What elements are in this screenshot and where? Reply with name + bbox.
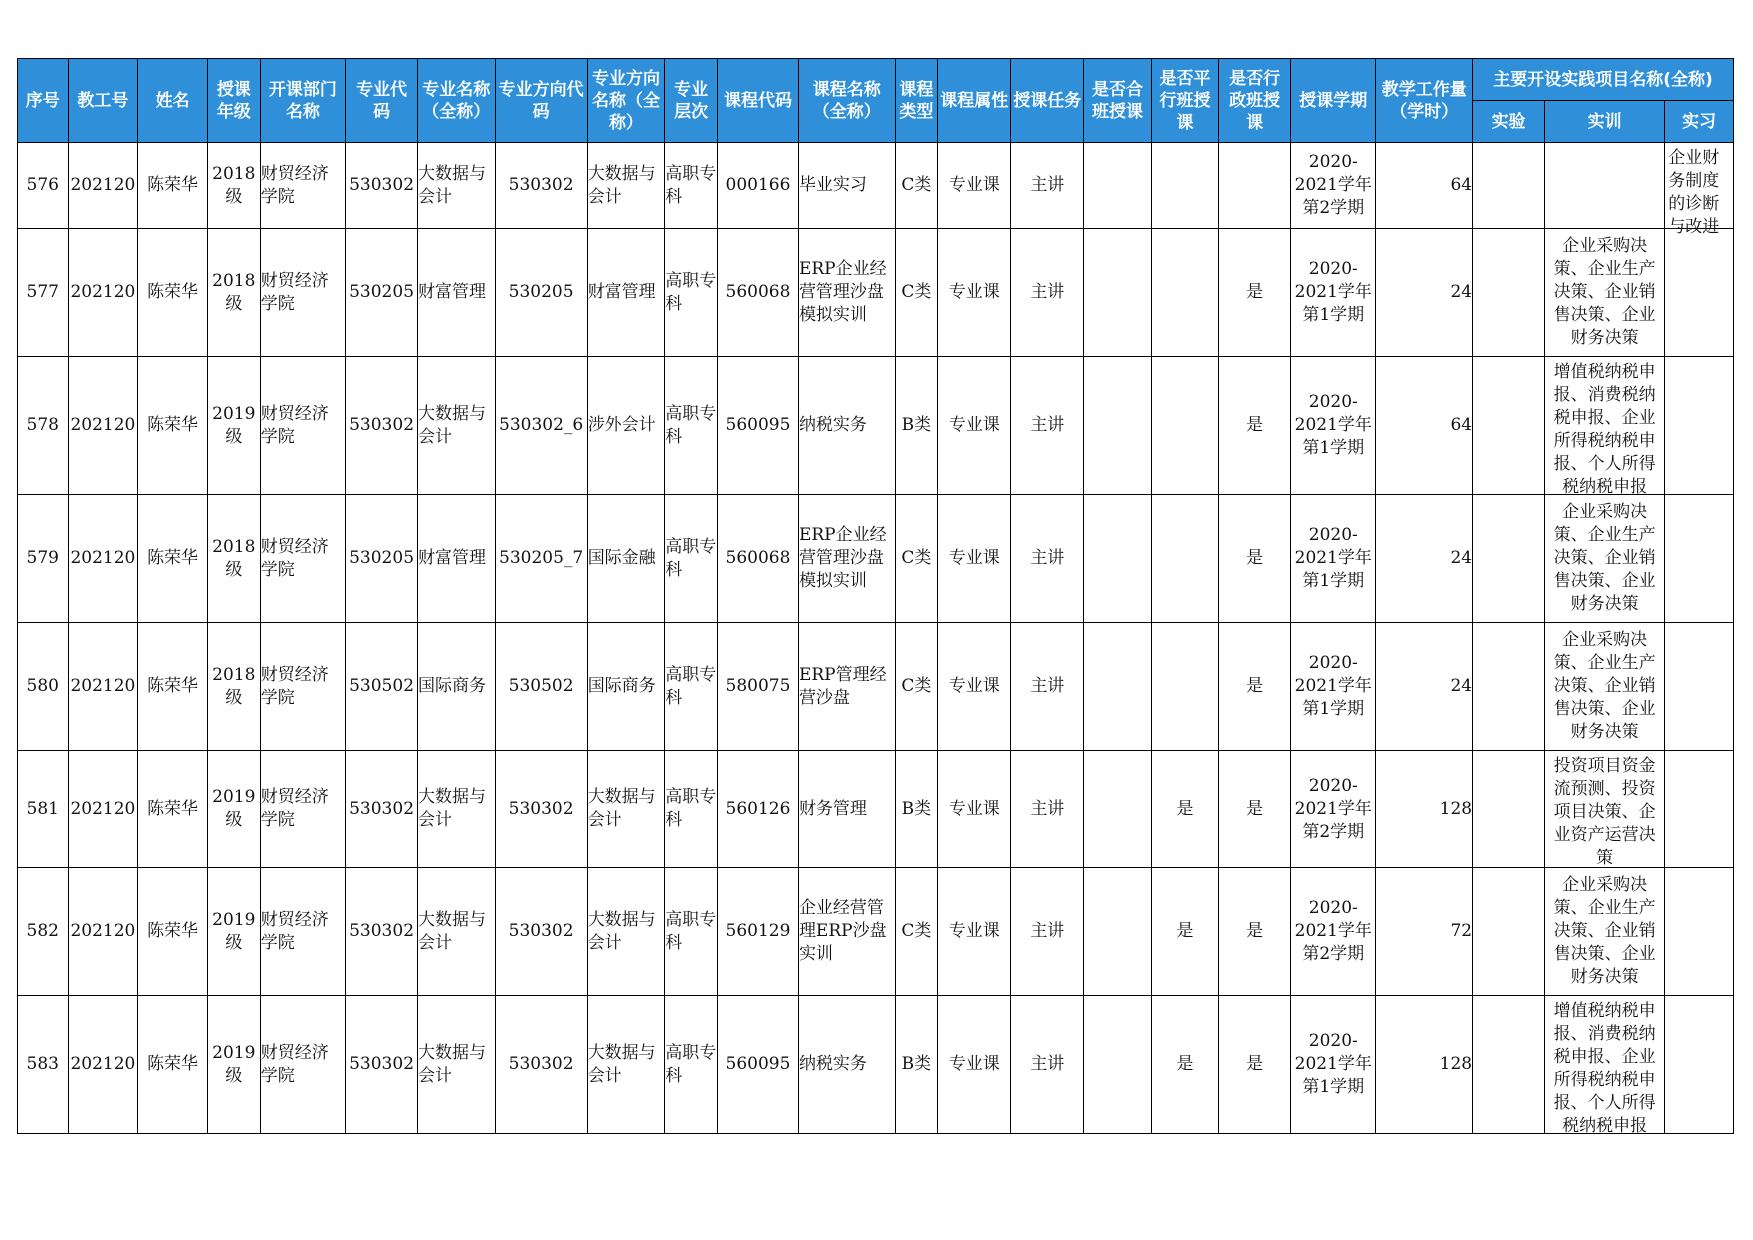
cell-major-code: 530302 — [346, 996, 418, 1134]
cell-seq: 579 — [18, 495, 69, 623]
cell-experiment — [1473, 996, 1545, 1134]
table-row — [18, 623, 1734, 751]
cell-seq: 578 — [18, 357, 69, 495]
cell-admin-class: 是 — [1219, 495, 1291, 623]
cell-course-code: 560095 — [718, 357, 799, 495]
cell-task: 主讲 — [1011, 996, 1084, 1134]
cell-major-name: 财富管理 — [418, 495, 496, 623]
header-course-attr: 课程属性 — [938, 59, 1011, 143]
cell-internship — [1665, 143, 1734, 237]
cell-direction-code: 530302 — [495, 751, 587, 868]
cell-task: 主讲 — [1011, 143, 1084, 229]
cell-internship — [1665, 868, 1734, 996]
cell-term: 2020-2021学年第1学期 — [1291, 495, 1376, 623]
cell-task: 主讲 — [1011, 229, 1084, 357]
cell-term: 2020-2021学年第2学期 — [1291, 143, 1376, 229]
cell-staff-id: 202120 — [68, 357, 138, 495]
cell-course-attr: 专业课 — [938, 623, 1011, 751]
cell-task: 主讲 — [1011, 751, 1084, 868]
cell-admin-class: 是 — [1219, 868, 1291, 996]
cell-course-type: C类 — [895, 495, 938, 623]
cell-internship — [1665, 229, 1734, 357]
cell-merged-class — [1084, 229, 1151, 357]
cell-merged-class — [1084, 751, 1151, 868]
cell-task: 主讲 — [1011, 623, 1084, 751]
cell-parallel-class — [1151, 143, 1218, 229]
header-parallel-class: 是否平行班授课 — [1151, 59, 1218, 143]
cell-dept: 财贸经济学院 — [260, 143, 345, 229]
cell-major-name: 大数据与会计 — [418, 751, 496, 868]
cell-term: 2020-2021学年第2学期 — [1291, 751, 1376, 868]
cell-dept: 财贸经济学院 — [260, 868, 345, 996]
cell-merged-class — [1084, 623, 1151, 751]
header-major-code: 专业代码 — [346, 59, 418, 143]
cell-course-name: ERP企业经营管理沙盘模拟实训 — [798, 229, 895, 357]
cell-workload: 24 — [1376, 229, 1473, 357]
cell-course-type: C类 — [895, 623, 938, 751]
cell-direction-name: 大数据与会计 — [587, 143, 665, 229]
table-row — [18, 751, 1734, 868]
cell-seq: 582 — [18, 868, 69, 996]
cell-level: 高职专科 — [665, 868, 718, 996]
cell-direction-name: 国际金融 — [587, 495, 665, 623]
header-course-code: 课程代码 — [718, 59, 799, 143]
cell-dept: 财贸经济学院 — [260, 751, 345, 868]
cell-level: 高职专科 — [665, 996, 718, 1134]
cell-training-text: 企业采购决策、企业生产决策、企业销售决策、企业财务决策 — [1553, 630, 1656, 742]
cell-merged-class — [1084, 868, 1151, 996]
cell-course-attr: 专业课 — [938, 357, 1011, 495]
cell-major-name: 大数据与会计 — [418, 357, 496, 495]
cell-course-attr: 专业课 — [938, 868, 1011, 996]
cell-name: 陈荣华 — [138, 143, 208, 229]
cell-training — [1545, 751, 1665, 868]
cell-course-code: 000166 — [718, 143, 799, 229]
cell-staff-id: 202120 — [68, 751, 138, 868]
cell-workload: 128 — [1376, 751, 1473, 868]
cell-course-name: 财务管理 — [798, 751, 895, 868]
cell-course-name: 纳税实务 — [798, 996, 895, 1134]
cell-course-attr: 专业课 — [938, 996, 1011, 1134]
cell-direction-code: 530502 — [495, 623, 587, 751]
teaching-record-table — [17, 58, 1734, 1134]
cell-course-name: ERP管理经营沙盘 — [798, 623, 895, 751]
cell-name: 陈荣华 — [138, 996, 208, 1134]
cell-direction-code: 530302_6 — [495, 357, 587, 495]
cell-course-attr: 专业课 — [938, 495, 1011, 623]
cell-staff-id: 202120 — [68, 623, 138, 751]
header-dept: 开课部门名称 — [260, 59, 345, 143]
table-row — [18, 868, 1734, 996]
cell-dept: 财贸经济学院 — [260, 229, 345, 357]
header-grade: 授课年级 — [207, 59, 260, 143]
cell-direction-code: 530205 — [495, 229, 587, 357]
cell-experiment — [1473, 495, 1545, 623]
table-row — [18, 357, 1734, 495]
cell-merged-class — [1084, 495, 1151, 623]
cell-course-type: C类 — [895, 868, 938, 996]
table-row — [18, 996, 1734, 1134]
cell-level: 高职专科 — [665, 623, 718, 751]
cell-internship — [1665, 751, 1734, 868]
cell-grade: 2018级 — [207, 623, 260, 751]
cell-course-attr: 专业课 — [938, 143, 1011, 229]
cell-grade: 2019级 — [207, 996, 260, 1134]
cell-dept: 财贸经济学院 — [260, 357, 345, 495]
header-practice-group: 主要开设实践项目名称(全称) — [1473, 59, 1734, 101]
cell-direction-name: 大数据与会计 — [587, 868, 665, 996]
cell-task: 主讲 — [1011, 495, 1084, 623]
cell-training — [1545, 495, 1665, 623]
cell-workload: 24 — [1376, 495, 1473, 623]
cell-course-code: 560068 — [718, 495, 799, 623]
cell-major-name: 大数据与会计 — [418, 996, 496, 1134]
cell-parallel-class — [1151, 229, 1218, 357]
cell-course-name: 毕业实习 — [798, 143, 895, 229]
cell-internship-text: 企业财务制度的诊断与改进 — [1668, 147, 1720, 237]
cell-course-code: 560095 — [718, 996, 799, 1134]
cell-parallel-class: 是 — [1151, 751, 1218, 868]
cell-training — [1545, 868, 1665, 996]
cell-major-name: 大数据与会计 — [418, 143, 496, 229]
cell-seq: 583 — [18, 996, 69, 1134]
cell-parallel-class: 是 — [1151, 996, 1218, 1134]
cell-workload: 64 — [1376, 143, 1473, 229]
cell-term: 2020-2021学年第1学期 — [1291, 996, 1376, 1134]
header-training: 实训 — [1545, 101, 1665, 143]
cell-course-attr: 专业课 — [938, 751, 1011, 868]
cell-name: 陈荣华 — [138, 623, 208, 751]
cell-course-code: 560068 — [718, 229, 799, 357]
cell-staff-id: 202120 — [68, 495, 138, 623]
cell-direction-code: 530205_7 — [495, 495, 587, 623]
cell-admin-class: 是 — [1219, 229, 1291, 357]
cell-course-name: ERP企业经营管理沙盘模拟实训 — [798, 495, 895, 623]
cell-major-code: 530205 — [346, 495, 418, 623]
header-course-type: 课程类型 — [895, 59, 938, 143]
cell-course-type: B类 — [895, 751, 938, 868]
cell-level: 高职专科 — [665, 495, 718, 623]
cell-term: 2020-2021学年第2学期 — [1291, 868, 1376, 996]
cell-internship — [1665, 996, 1734, 1134]
cell-grade: 2018级 — [207, 143, 260, 229]
cell-seq: 576 — [18, 143, 69, 229]
header-admin-class: 是否行政班授课 — [1219, 59, 1291, 143]
cell-training-text: 企业采购决策、企业生产决策、企业销售决策、企业财务决策 — [1553, 502, 1656, 614]
cell-major-code: 530302 — [346, 751, 418, 868]
cell-parallel-class — [1151, 495, 1218, 623]
cell-seq: 581 — [18, 751, 69, 868]
header-direction-code: 专业方向代码 — [495, 59, 587, 143]
header-task: 授课任务 — [1011, 59, 1084, 143]
cell-parallel-class: 是 — [1151, 868, 1218, 996]
cell-course-attr: 专业课 — [938, 229, 1011, 357]
cell-major-name: 财富管理 — [418, 229, 496, 357]
cell-merged-class — [1084, 996, 1151, 1134]
cell-course-code: 560126 — [718, 751, 799, 868]
cell-internship — [1665, 357, 1734, 495]
cell-experiment — [1473, 229, 1545, 357]
cell-term: 2020-2021学年第1学期 — [1291, 229, 1376, 357]
cell-major-name: 国际商务 — [418, 623, 496, 751]
cell-training — [1545, 996, 1665, 1134]
header-direction-name: 专业方向名称（全称） — [587, 59, 665, 143]
cell-major-code: 530502 — [346, 623, 418, 751]
cell-staff-id: 202120 — [68, 996, 138, 1134]
cell-admin-class: 是 — [1219, 751, 1291, 868]
cell-name: 陈荣华 — [138, 751, 208, 868]
cell-experiment — [1473, 357, 1545, 495]
cell-level: 高职专科 — [665, 751, 718, 868]
cell-term: 2020-2021学年第1学期 — [1291, 357, 1376, 495]
cell-name: 陈荣华 — [138, 495, 208, 623]
cell-workload: 128 — [1376, 996, 1473, 1134]
cell-level: 高职专科 — [665, 357, 718, 495]
cell-grade: 2019级 — [207, 751, 260, 868]
cell-grade: 2019级 — [207, 868, 260, 996]
cell-direction-code: 530302 — [495, 143, 587, 229]
cell-workload: 64 — [1376, 357, 1473, 495]
cell-training — [1545, 143, 1665, 229]
cell-task: 主讲 — [1011, 868, 1084, 996]
cell-internship — [1665, 623, 1734, 751]
cell-name: 陈荣华 — [138, 357, 208, 495]
cell-course-name: 纳税实务 — [798, 357, 895, 495]
table-header — [18, 59, 1734, 143]
cell-major-code: 530302 — [346, 143, 418, 229]
header-course-name: 课程名称（全称） — [798, 59, 895, 143]
cell-training-text: 增值税纳税申报、消费税纳税申报、企业所得税纳税申报、个人所得税纳税申报 — [1553, 361, 1656, 497]
cell-parallel-class — [1151, 357, 1218, 495]
cell-grade: 2018级 — [207, 495, 260, 623]
cell-direction-name: 大数据与会计 — [587, 751, 665, 868]
header-level: 专业层次 — [665, 59, 718, 143]
cell-training — [1545, 357, 1665, 495]
cell-major-name: 大数据与会计 — [418, 868, 496, 996]
cell-direction-name: 国际商务 — [587, 623, 665, 751]
cell-admin-class: 是 — [1219, 623, 1291, 751]
cell-direction-name: 大数据与会计 — [587, 996, 665, 1134]
cell-name: 陈荣华 — [138, 229, 208, 357]
table-body — [18, 143, 1734, 1134]
cell-dept: 财贸经济学院 — [260, 623, 345, 751]
cell-major-code: 530302 — [346, 868, 418, 996]
cell-major-code: 530302 — [346, 357, 418, 495]
cell-experiment — [1473, 623, 1545, 751]
cell-training — [1545, 623, 1665, 751]
header-seq: 序号 — [18, 59, 69, 143]
cell-course-code: 560129 — [718, 868, 799, 996]
cell-workload: 24 — [1376, 623, 1473, 751]
cell-staff-id: 202120 — [68, 229, 138, 357]
cell-course-type: C类 — [895, 229, 938, 357]
table-row — [18, 229, 1734, 357]
cell-major-code: 530205 — [346, 229, 418, 357]
cell-workload: 72 — [1376, 868, 1473, 996]
header-term: 授课学期 — [1291, 59, 1376, 143]
cell-grade: 2018级 — [207, 229, 260, 357]
cell-experiment — [1473, 143, 1545, 229]
cell-parallel-class — [1151, 623, 1218, 751]
cell-seq: 577 — [18, 229, 69, 357]
table-row — [18, 495, 1734, 623]
cell-direction-name: 财富管理 — [587, 229, 665, 357]
cell-admin-class — [1219, 143, 1291, 229]
cell-internship — [1665, 495, 1734, 623]
header-workload: 教学工作量（学时） — [1376, 59, 1473, 143]
cell-course-code: 580075 — [718, 623, 799, 751]
cell-training-text: 企业采购决策、企业生产决策、企业销售决策、企业财务决策 — [1553, 236, 1656, 348]
header-major-name: 专业名称（全称） — [418, 59, 496, 143]
cell-level: 高职专科 — [665, 229, 718, 357]
cell-dept: 财贸经济学院 — [260, 996, 345, 1134]
cell-direction-name: 涉外会计 — [587, 357, 665, 495]
cell-staff-id: 202120 — [68, 143, 138, 229]
cell-course-type: B类 — [895, 996, 938, 1134]
cell-experiment — [1473, 751, 1545, 868]
cell-grade: 2019级 — [207, 357, 260, 495]
header-internship: 实习 — [1665, 101, 1734, 143]
cell-level: 高职专科 — [665, 143, 718, 229]
header-experiment: 实验 — [1473, 101, 1545, 143]
cell-course-type: C类 — [895, 143, 938, 229]
header-staff-id: 教工号 — [68, 59, 138, 143]
cell-seq: 580 — [18, 623, 69, 751]
cell-merged-class — [1084, 143, 1151, 229]
cell-direction-code: 530302 — [495, 868, 587, 996]
header-merged-class: 是否合班授课 — [1084, 59, 1151, 143]
header-name: 姓名 — [138, 59, 208, 143]
table-row — [18, 143, 1734, 229]
cell-course-name: 企业经营管理ERP沙盘实训 — [798, 868, 895, 996]
cell-experiment — [1473, 868, 1545, 996]
cell-staff-id: 202120 — [68, 868, 138, 996]
cell-admin-class: 是 — [1219, 357, 1291, 495]
cell-training-text: 增值税纳税申报、消费税纳税申报、企业所得税纳税申报、个人所得税纳税申报 — [1553, 1000, 1656, 1136]
cell-term: 2020-2021学年第1学期 — [1291, 623, 1376, 751]
teaching-record-sheet — [17, 58, 1734, 1134]
cell-course-type: B类 — [895, 357, 938, 495]
cell-training-text: 企业采购决策、企业生产决策、企业销售决策、企业财务决策 — [1553, 875, 1656, 987]
cell-dept: 财贸经济学院 — [260, 495, 345, 623]
cell-training — [1545, 229, 1665, 357]
cell-task: 主讲 — [1011, 357, 1084, 495]
cell-name: 陈荣华 — [138, 868, 208, 996]
cell-admin-class: 是 — [1219, 996, 1291, 1134]
cell-training-text: 投资项目资金流预测、投资项目决策、企业资产运营决策 — [1553, 756, 1656, 868]
cell-direction-code: 530302 — [495, 996, 587, 1134]
cell-merged-class — [1084, 357, 1151, 495]
